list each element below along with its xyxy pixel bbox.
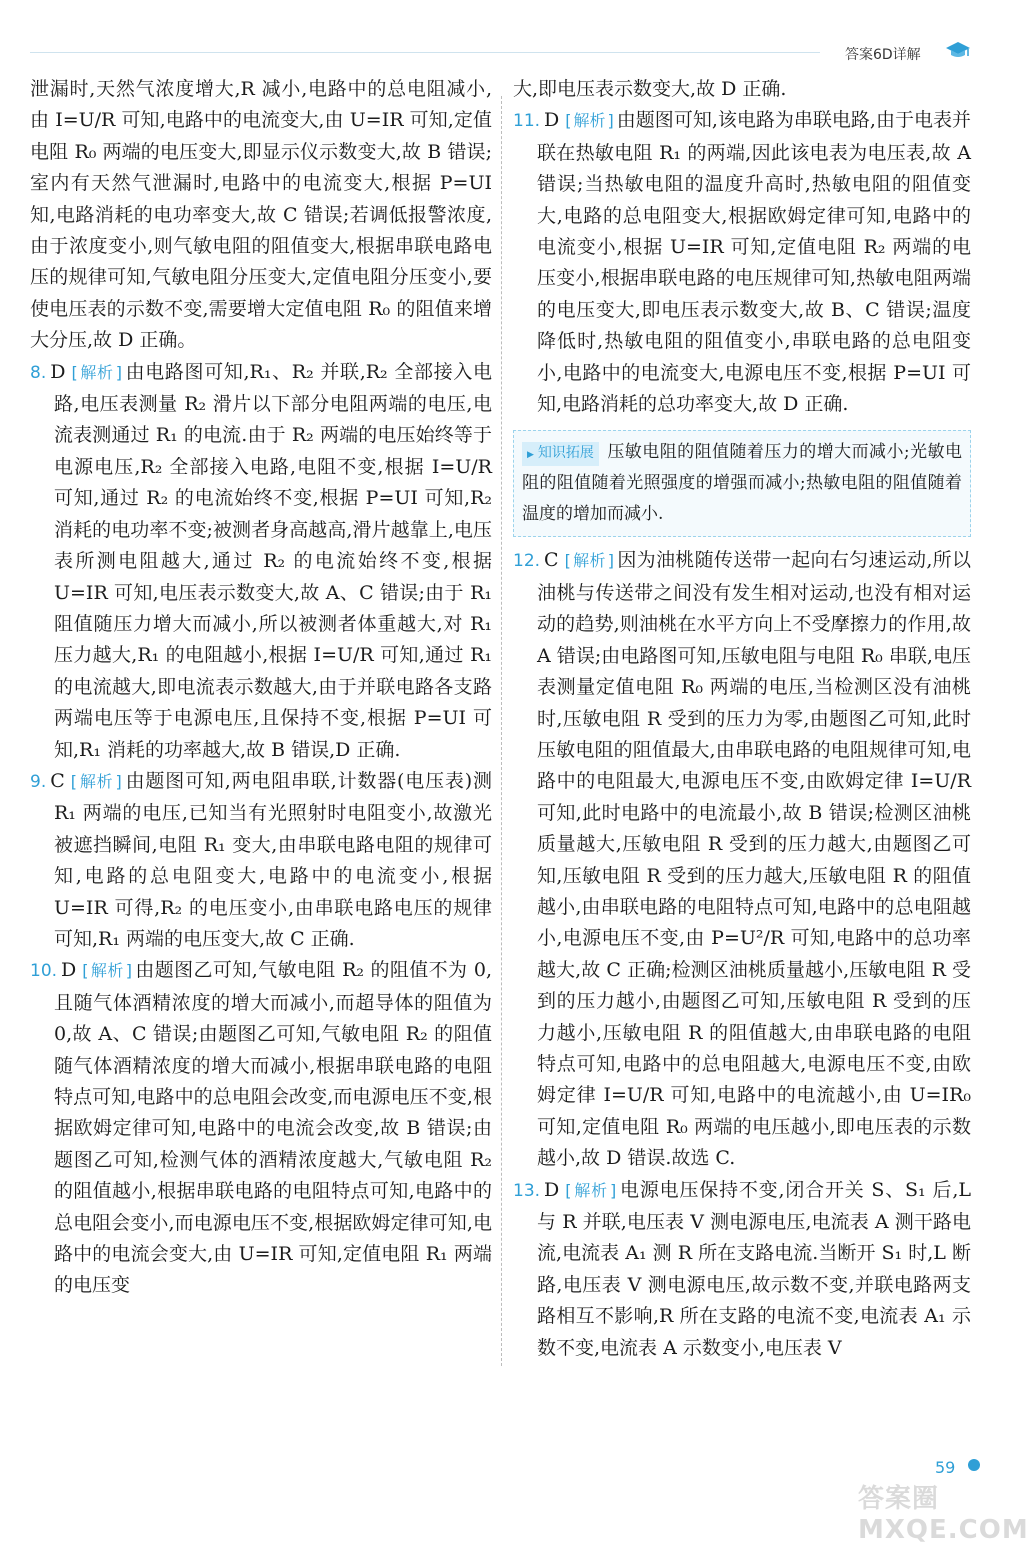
item-number: 11. (513, 111, 541, 132)
answer-item-12 (513, 545, 971, 1174)
continuation-paragraph: 大,即电压表示数变大,故 D 正确. (513, 78, 787, 100)
analysis-tag: [ 解析 ] (71, 363, 121, 382)
item-answer: D (544, 1178, 560, 1201)
item-number: 13. (513, 1180, 541, 1201)
item-answer: C (50, 769, 65, 792)
item-text: 由题图乙可知,气敏电阻 R₂ 的阻值不为 0,且随气体酒精浓度的增大而减小,而超导体的阻值为 0,故 A、C 错误;由题图乙可知,气敏电阻 R₂ 的阻值随气体酒精浓度的增大而减小,根据串联电路的电阻特点可知,电路中的总电阻会改变,而电源电压不变,根据欧姆定律可知,电路中的电流会改变,故 B 错误;由题图乙可知,检测气体的酒精浓度越大,气敏电阻 R₂ 的阻值越小,根据串联电路的电阻特点可知,电路中的总电阻会变小,而电源电压不变,根据欧姆定律可知,电路中的电流会变大,由 U=IR 可知,定值电阻 R₁ 两端的电压变 (54, 959, 492, 1297)
answer-item-11 (513, 105, 971, 420)
item-number: 10. (30, 961, 58, 982)
page-corner-icon (968, 1459, 980, 1471)
item-number: 12. (513, 551, 541, 572)
page-number: 59 (935, 1458, 956, 1477)
item-number: 9. (30, 771, 47, 792)
answer-item-10 (30, 955, 492, 1301)
knowledge-label: ▶ 知识拓展 (522, 442, 599, 466)
column-divider (501, 96, 502, 1366)
header-title: 答案6D详解 (845, 47, 921, 63)
answer-item-9 (30, 766, 492, 955)
knowledge-text: 压敏电阻的阻值随着压力的增大而减小;光敏电阻的阻值随着光照强度的增强而减小;热敏电阻的阻值随着温度的增加而减小. (522, 442, 962, 525)
item-answer: D (50, 360, 66, 383)
item-answer: C (544, 549, 559, 572)
right-column (513, 74, 971, 1364)
item-text: 由题图可知,两电阻串联,计数器(电压表)测 R₁ 两端的电压,已知当有光照射时电阻变小,故激光被遮挡瞬间,电阻 R₁ 变大,由串联电路电阻的规律可知,电路的总电阻变大,电路中的电流变小,根据 U=IR 可得,R₂ 的电压变小,由串联电路电压的规律可知,R₁ 两端的电压变大,故 C 正确. (54, 769, 492, 950)
analysis-tag: [ 解析 ] (565, 1181, 616, 1200)
analysis-tag: [ 解析 ] (82, 961, 132, 980)
graduation-cap-icon (945, 40, 971, 60)
continuation-paragraph: 泄漏时,天然气浓度增大,R 减小,电路中的总电阻减小,由 I=U/R 可知,电路中的电流变大,由 U=IR 可知,定值电阻 R₀ 两端的电压变大,即显示仪示数变大,故 B 错误;室内有天然气泄漏时,电路中的电流变大,根据 P=UI 知,电路消耗的电功率变大,故 C 错误;若调低报警浓度,由于浓度变小,则气敏电阻的阻值变大,根据串联电路电压的规律可知,气敏电阻分压变大,定值电阻分压变小,要使电压表的示数不变,需要增大定值电阻 R₀ 的阻值来增大分压,故 D 正确。 (30, 78, 492, 352)
watermark: 答案圈 MXQE.COM (858, 1484, 1029, 1545)
answer-item-13 (513, 1175, 971, 1364)
item-number: 8. (30, 362, 47, 383)
item-answer: D (544, 109, 560, 132)
item-text: 因为油桃随传送带一起向右匀速运动,所以油桃与传送带之间没有发生相对运动,也没有相对运动的趋势,则油桃在水平方向上不受摩擦力的作用,故 A 错误;由电路图可知,压敏电阻与电阻 R₀ 串联,电压表测量定值电阻 R₀ 两端的电压,当检测区没有油桃时,压敏电阻 R 受到的压力为零,由题图乙可知,此时压敏电阻的阻值最大,由串联电路的电阻规律可知,电路中的电阻最大,电源电压不变,由欧姆定律 I=U/R 可知,此时电路中的电流最小,故 B 错误;检测区油桃质量越大,压敏电阻 R 受到的压力越大,由题图乙可知,压敏电阻 R 受到的压力越大,压敏电阻 R 的阻值越小,由串联电路的电阻特点可知,电路中的总电阻越小,电源电压不变,由 P=U²/R 可知,电路中的总功率越大,故 C 正确;检测区油桃质量越小,压敏电阻 R 受到的压力越小,由题图乙可知,压敏电阻 R 受到的压力越小,压敏电阻 R 的阻值越大,由串联电路的电阻特点可知,电路中的总电阻越大,电源电压不变,由欧姆定律 I=U/R 可知,电路中的电流越小,由 U=IR₀ 可知,定值电阻 R₀ 两端的电压越小,即电压表的示数越小,故 D 错误.故选 C. (537, 549, 971, 1170)
header-rule (30, 52, 820, 53)
knowledge-extension-box (513, 430, 971, 537)
analysis-tag: [ 解析 ] (565, 111, 614, 130)
left-column (30, 74, 492, 1302)
analysis-tag: [ 解析 ] (565, 551, 614, 570)
analysis-tag: [ 解析 ] (71, 772, 122, 791)
item-text: 由电路图可知,R₁、R₂ 并联,R₂ 全部接入电路,电压表测量 R₂ 滑片以下部分电阻两端的电压,电流表测通过 R₁ 的电流.由于 R₂ 两端的电压始终等于电源电压,R₂ 全部接入电路,电阻不变,根据 I=U/R 可知,通过 R₂ 的电流始终不变,根据 P=UI 可知,R₂ 消耗的电功率不变;被测者身高越高,滑片越靠上,电压表所测电阻越大,通过 R₂ 的电流始终不变,根据 U=IR 可知,电压表示数变大,故 A、C 错误;由于 R₁ 阻值随压力增大而减小,所以被测者体重越大,对 R₁ 压力越大,R₁ 的电阻越小,根据 I=U/R 可知,通过 R₁ 的电流越大,即电流表示数越大,由于并联电路各支路两端电压等于电源电压,且保持不变,根据 P=UI 可知,R₁ 消耗的功率越大,故 B 错误,D 正确. (54, 360, 492, 761)
item-text: 由题图可知,该电路为串联电路,由于电表并联在热敏电阻 R₁ 的两端,因此该电表为电压表,故 A 错误;当热敏电阻的温度升高时,热敏电阻的阻值变大,电路的总电阻变大,根据欧姆定律可知,电路中的电流变小,根据 U=IR 可知,定值电阻 R₂ 两端的电压变小,根据串联电路的电压规律可知,热敏电阻两端的电压变大,即电压表示数变大,故 B、C 错误;温度降低时,热敏电阻的阻值变小,串联电路的总电阻变小,电路中的电流变大,电源电压不变,根据 P=UI 可知,电路消耗的总功率变大,故 D 正确. (537, 109, 971, 416)
item-text: 电源电压保持不变,闭合开关 S、S₁ 后,L 与 R 并联,电压表 V 测电源电压,电流表 A 测干路电流,电流表 A₁ 测 R 所在支路电流.当断开 S₁ 时,L 断路,电压表 V 测电源电压,故示数不变,并联电路两支路相互不影响,R 所在支路的电流不变,电流表 A₁ 示数不变,电流表 A 示数变小,电压表 V (537, 1178, 971, 1359)
item-answer: D (61, 959, 77, 982)
answer-item-8 (30, 357, 492, 766)
